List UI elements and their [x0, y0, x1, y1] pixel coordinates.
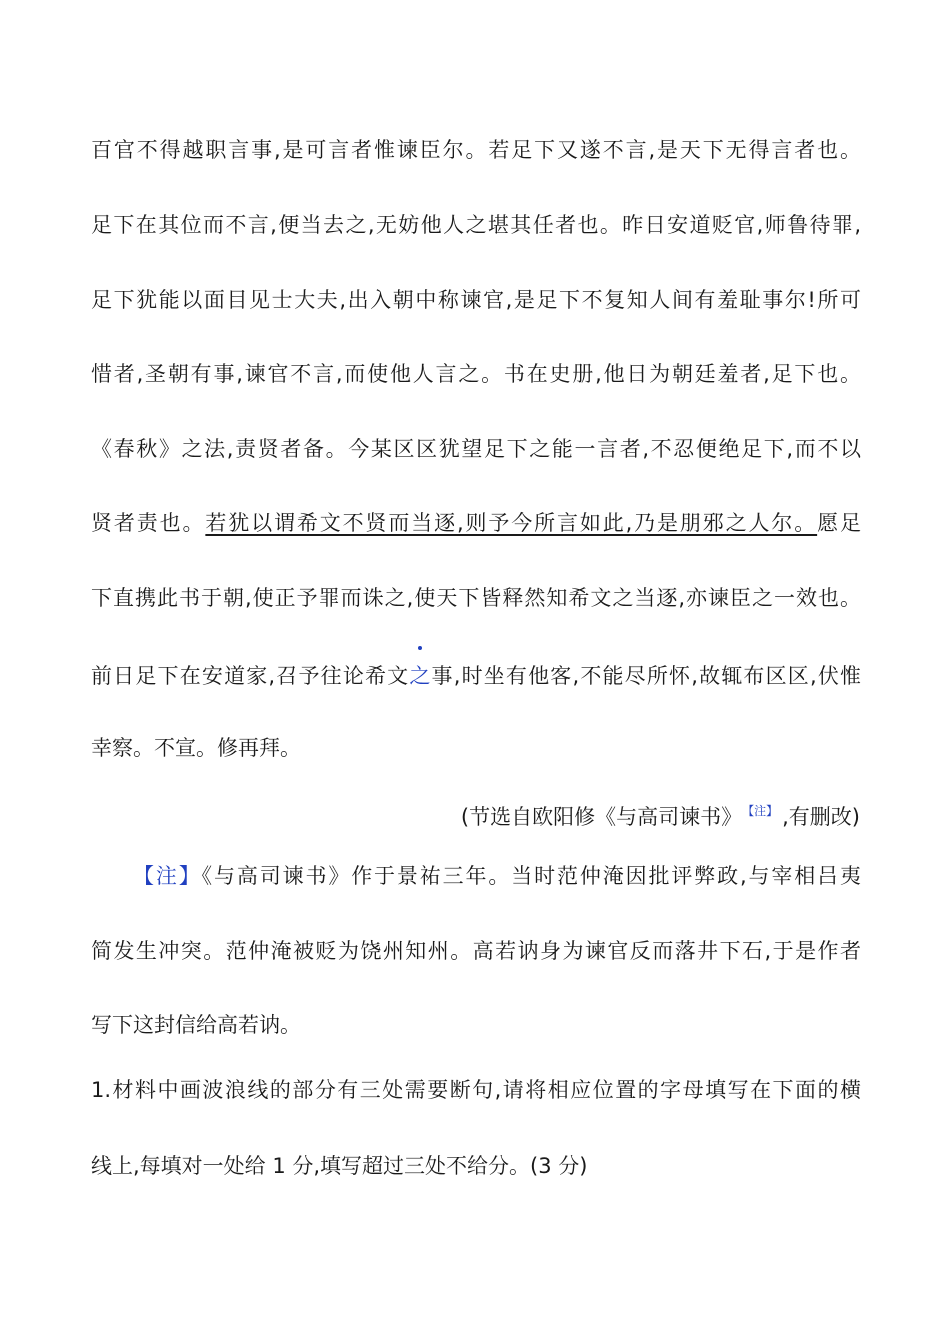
passage-line-6 [91, 508, 861, 538]
passage-line-5: 《春秋》之法,责贤者备。今某区区犹望足下之能一言者,不忍便绝足下,而不以 [91, 437, 861, 461]
passage-line-2: 足下在其位而不言,便当去之,无妨他人之堪其任者也。昨日安道贬官,师鲁待罪, [91, 213, 861, 237]
dotted-character: 之 [409, 664, 432, 688]
passage-line-1: 百官不得越职言事,是可言者惟谏臣尔。若足下又遂不言,是天下无得言者也。 [91, 138, 861, 162]
passage-line-8-pre: 前日足下在安道家,召予往论希文 [91, 664, 410, 688]
note-line-3: 写下这封信给高若讷。 [91, 1013, 301, 1037]
passage-line-9: 幸察。不宣。修再拜。 [91, 736, 301, 760]
note-line-1 [133, 861, 861, 891]
source-citation [461, 796, 860, 832]
source-note-mark: 【注】 [748, 804, 779, 818]
question-1-line-1: 1.材料中画波浪线的部分有三处需要断句,请将相应位置的字母填写在下面的横 [91, 1078, 861, 1102]
question-1-line-2: 线上,每填对一处给 1 分,填写超过三处不给分。(3 分) [91, 1154, 588, 1178]
note-line-2: 简发生冲突。范仲淹被贬为饶州知州。高若讷身为谏官反而落井下石,于是作者 [91, 939, 861, 963]
source-text: (节选自欧阳修《与高司谏书》 [460, 805, 743, 829]
passage-line-3: 足下犹能以面目见士大夫,出入朝中称谏官,是足下不复知人间有羞耻事尔!所可 [91, 288, 861, 312]
note-tag: 【注】 [133, 864, 202, 888]
passage-line-6-pre: 贤者责也。 [91, 511, 206, 535]
note-line-1-text: 《与高司谏书》作于景祐三年。当时范仲淹因批评弊政,与宰相吕夷 [201, 864, 861, 888]
passage-line-7: 下直携此书于朝,使正予罪而诛之,使天下皆释然知希文之当逐,亦谏臣之一效也。 [91, 586, 861, 610]
passage-line-4: 惜者,圣朝有事,谏官不言,而使他人言之。书在史册,他日为朝廷羞者,足下也。 [91, 362, 861, 386]
passage-line-6-post: 愿足 [817, 511, 861, 535]
passage-line-8-post: 事,时坐有他客,不能尽所怀,故辄布区区,伏惟 [431, 664, 861, 688]
source-suffix: ,有删改) [782, 805, 860, 829]
wavy-underlined-sentence: 若犹以谓希文不贤而当逐,则予今所言如此,乃是朋邪之人尔。 [205, 511, 818, 535]
passage-line-8 [91, 661, 861, 691]
